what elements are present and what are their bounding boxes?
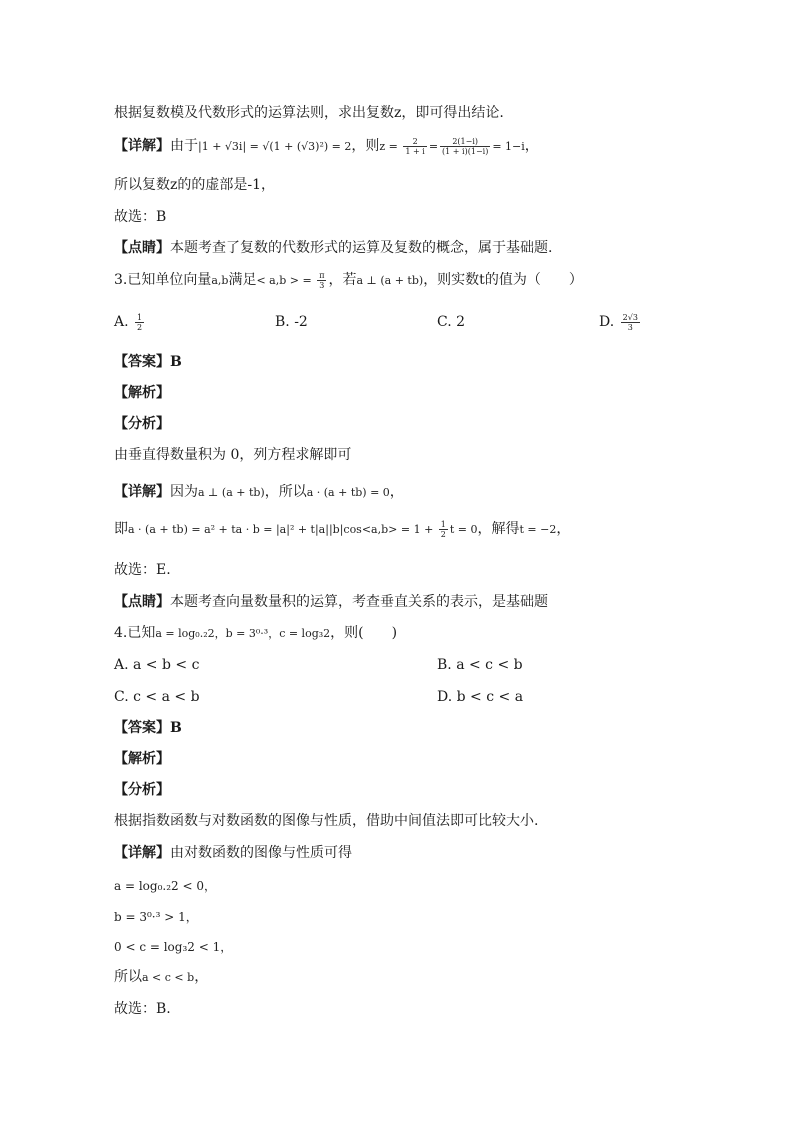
- solution-tag-q4: 【解析】: [114, 751, 170, 767]
- option-b-q3: B. -2: [275, 314, 308, 330]
- detail-tag: 【详解】: [114, 484, 170, 500]
- choice-line-q2: 故选：B: [114, 209, 167, 225]
- step-c: 0 < c = log₃2 < 1，: [114, 940, 233, 954]
- fraction: $\frac{\pi}{3}$: [319, 270, 325, 290]
- comment-tag: 【点睛】: [114, 240, 170, 256]
- option-d-q3: D. $\frac{2√3}{3}$: [599, 312, 638, 332]
- answer-q3: 【答案】B: [114, 354, 182, 370]
- question-3: 3.已知单位向量a,b满足< a,b > = $\frac{\pi}{3}$ ，若a ⊥ (a + tb)，则实数t的值为（ ）: [114, 270, 583, 290]
- option-c-q4: C. c < a < b: [114, 689, 200, 705]
- math-modulus: |1 + √3i| = √(1 + (√3)²) = 2: [198, 140, 352, 153]
- choice-line-q4: 故选：B.: [114, 1001, 171, 1017]
- option-a-q4: A. a < b < c: [114, 657, 200, 673]
- fraction: $\frac{2(1-i)}{(1 + i)(1-i)}$: [442, 136, 489, 156]
- analysis-tag-q3: 【分析】: [114, 416, 170, 432]
- detail-tag: 【详解】: [114, 845, 170, 861]
- choice-line-q3: 故选：E.: [114, 562, 171, 578]
- comment-line-q2: 【点睛】本题考查了复数的代数形式的运算及复数的概念，属于基础题.: [114, 240, 553, 256]
- conclusion-line-q4: 所以a < c < b，: [114, 969, 209, 985]
- option-b-q4: B. a < c < b: [437, 657, 523, 673]
- detail-tag: 【详解】: [114, 138, 170, 154]
- detail-line-q3: 【详解】因为a ⊥ (a + tb)，所以a · (a + tb) = 0，: [114, 484, 404, 500]
- detail-line-q4: 【详解】由对数函数的图像与性质可得: [114, 845, 352, 861]
- option-d-q4: D. b < c < a: [437, 689, 524, 705]
- analysis-tag-q4: 【分析】: [114, 782, 170, 798]
- option-c-q3: C. 2: [437, 314, 466, 330]
- comment-tag: 【点睛】: [114, 594, 170, 610]
- analysis-line: 根据复数模及代数形式的运算法则，求出复数z，即可得出结论.: [114, 105, 504, 121]
- fraction: $\frac{2√3}{3}$: [622, 312, 638, 332]
- fraction: $\frac{1}{2}$: [440, 519, 446, 539]
- answer-q4: 【答案】B: [114, 720, 182, 736]
- solution-tag-q3: 【解析】: [114, 385, 170, 401]
- question-4: 4.已知a = log₀.₂2，b = 3⁰·³，c = log₃2，则( ): [114, 625, 398, 641]
- imag-part-line: 所以复数z的的虚部是-1，: [114, 177, 276, 193]
- detail-line-q2: 【详解】由于|1 + √3i| = √(1 + (√3)²) = 2，则z = $\frac{2}{1 + i}$ = $\frac{2(1-i)}{(1 + i)(1-i)}$ = 1−i，: [114, 136, 539, 156]
- comment-line-q3: 【点睛】本题考查向量数量积的运算，考查垂直关系的表示，是基础题: [114, 594, 548, 610]
- fraction: $\frac{1}{2}$: [137, 312, 143, 332]
- step-b: b = 3⁰·³ > 1，: [114, 910, 198, 924]
- fraction: $\frac{2}{1 + i}$: [405, 136, 425, 156]
- analysis-text-q4: 根据指数函数与对数函数的图像与性质，借助中间值法即可比较大小.: [114, 813, 539, 829]
- analysis-text-q3: 由垂直得数量积为 0，列方程求解即可: [114, 447, 352, 463]
- derivation-line-q3: 即a · (a + tb) = a² + ta · b = |a|² + t|a||b|cos<a,b> = 1 + $\frac{1}{2}$ t = 0，解得t = −2，: [114, 519, 571, 539]
- option-a-q3: A. $\frac{1}{2}$: [114, 312, 143, 332]
- step-a: a = log₀.₂2 < 0，: [114, 879, 216, 893]
